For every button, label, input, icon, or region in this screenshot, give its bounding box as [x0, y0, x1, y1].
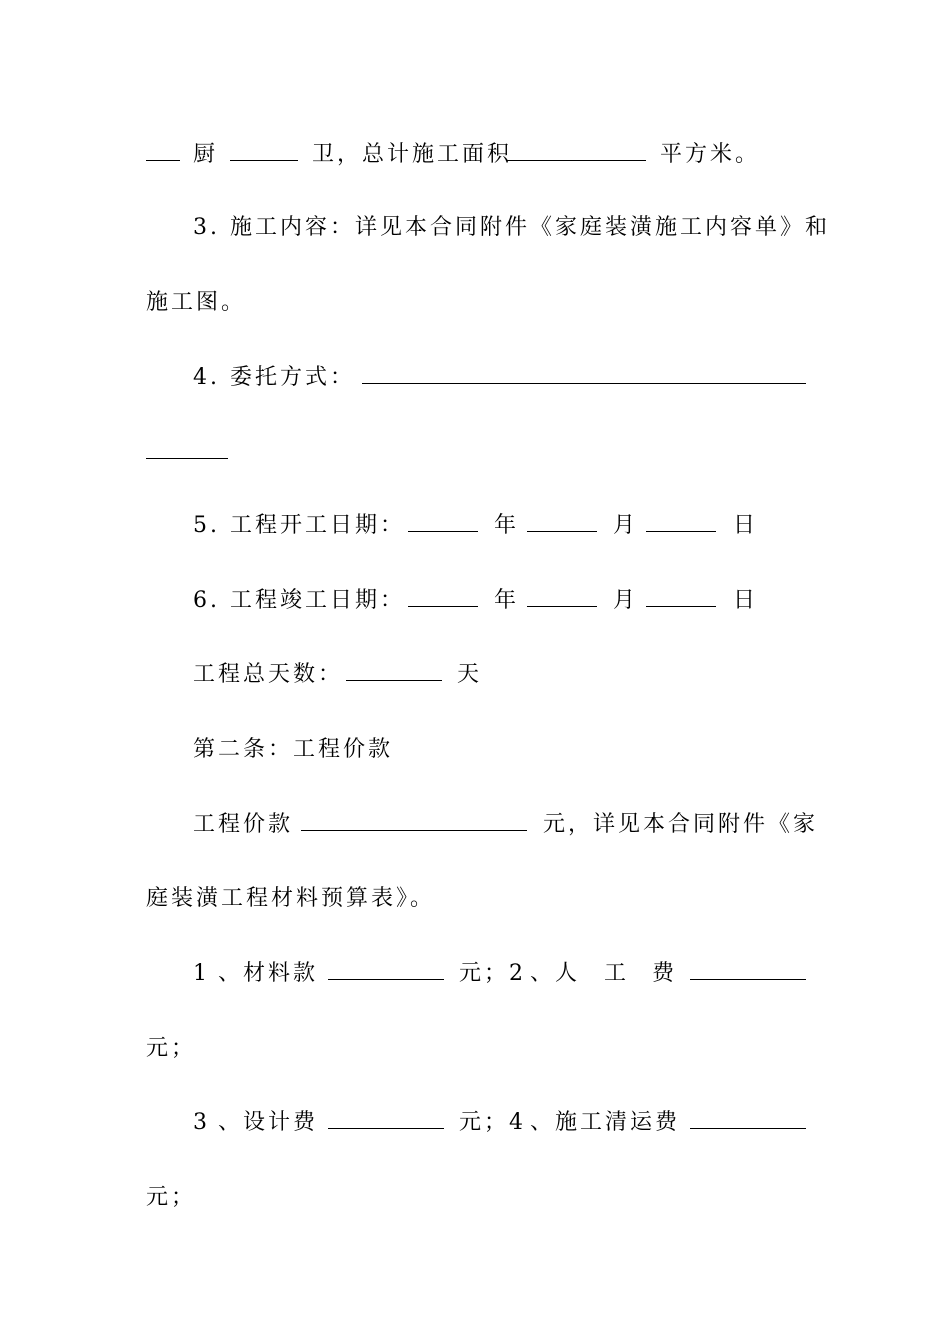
blank-line[interactable] — [328, 1106, 444, 1129]
fees-line-2 — [0, 1106, 950, 1140]
item-4-label: 委托方式： — [230, 365, 356, 390]
blank-line[interactable] — [646, 584, 716, 607]
year-label: 年 — [494, 513, 520, 538]
month-label: 月 — [613, 588, 639, 613]
blank-line[interactable] — [527, 509, 597, 532]
article-2-heading — [0, 733, 950, 767]
blank-line[interactable] — [646, 509, 716, 532]
blank-line[interactable] — [328, 957, 444, 980]
start-date-label: 工程开工日期： — [230, 513, 406, 538]
item-3 — [0, 211, 950, 245]
labor-fee-label-mid: 工 — [604, 961, 630, 986]
blank-line[interactable] — [690, 1106, 806, 1129]
area-unit: 平方米。 — [660, 142, 761, 167]
kitchen-label: 厨 — [193, 142, 219, 167]
price-continued — [0, 882, 950, 916]
item-3-cont-text: 施工图。 — [146, 290, 247, 315]
item-3-text: 施工内容：详见本合同附件《家庭装潢施工内容单》和 — [230, 215, 831, 240]
article-heading: 第二条：工程价款 — [193, 737, 394, 762]
blank-line[interactable] — [346, 658, 442, 681]
blank-line[interactable] — [408, 509, 478, 532]
price-line — [0, 808, 950, 842]
item-4 — [0, 361, 950, 395]
day-label: 日 — [733, 513, 759, 538]
item-4-continued — [0, 436, 950, 470]
blank-line[interactable] — [146, 138, 180, 161]
fees-line-1-continued — [0, 1032, 950, 1066]
item-5-number: 5. — [193, 513, 220, 538]
days-unit: 天 — [457, 662, 483, 687]
total-days — [0, 658, 950, 692]
year-label: 年 — [494, 588, 520, 613]
material-fee-label: 、材料款 — [218, 961, 319, 986]
blank-line[interactable] — [690, 957, 806, 980]
fees-line-1 — [0, 957, 950, 991]
bath-area-label: 卫，总计施工面积 — [312, 142, 513, 167]
labor-fee-label-start: 、人 — [530, 961, 581, 986]
total-days-label: 工程总天数： — [193, 662, 344, 687]
item-5 — [0, 509, 950, 543]
price-label: 工程价款 — [193, 812, 294, 837]
yuan-label: 元； — [146, 1185, 197, 1210]
day-label: 日 — [733, 588, 759, 613]
item-6 — [0, 584, 950, 618]
fees-line-2-continued — [0, 1181, 950, 1215]
blank-line[interactable] — [230, 138, 298, 161]
blank-line[interactable] — [146, 436, 228, 459]
blank-line[interactable] — [362, 361, 806, 384]
fee-number: 1 — [193, 961, 210, 986]
yuan-label: 元；4 — [459, 1110, 526, 1135]
price-text: 元，详见本合同附件《家 — [543, 812, 819, 837]
item-3-number: 3. — [193, 215, 220, 240]
blank-line[interactable] — [527, 584, 597, 607]
blank-line[interactable] — [408, 584, 478, 607]
yuan-label: 元；2 — [459, 961, 526, 986]
blank-line[interactable] — [301, 808, 527, 831]
price-cont-text: 庭装潢工程材料预算表》。 — [146, 886, 436, 911]
end-date-label: 工程竣工日期： — [230, 588, 406, 613]
design-fee-label: 、设计费 — [218, 1110, 319, 1135]
item-4-number: 4. — [193, 365, 220, 390]
blank-line[interactable] — [506, 138, 646, 161]
line-room-area — [0, 138, 950, 172]
yuan-label: 元； — [146, 1036, 197, 1061]
fee-number: 3 — [193, 1110, 210, 1135]
item-3-continued — [0, 286, 950, 320]
labor-fee-label-end: 费 — [652, 961, 678, 986]
month-label: 月 — [613, 513, 639, 538]
cleanup-fee-label: 、施工清运费 — [530, 1110, 681, 1135]
item-6-number: 6. — [193, 588, 220, 613]
